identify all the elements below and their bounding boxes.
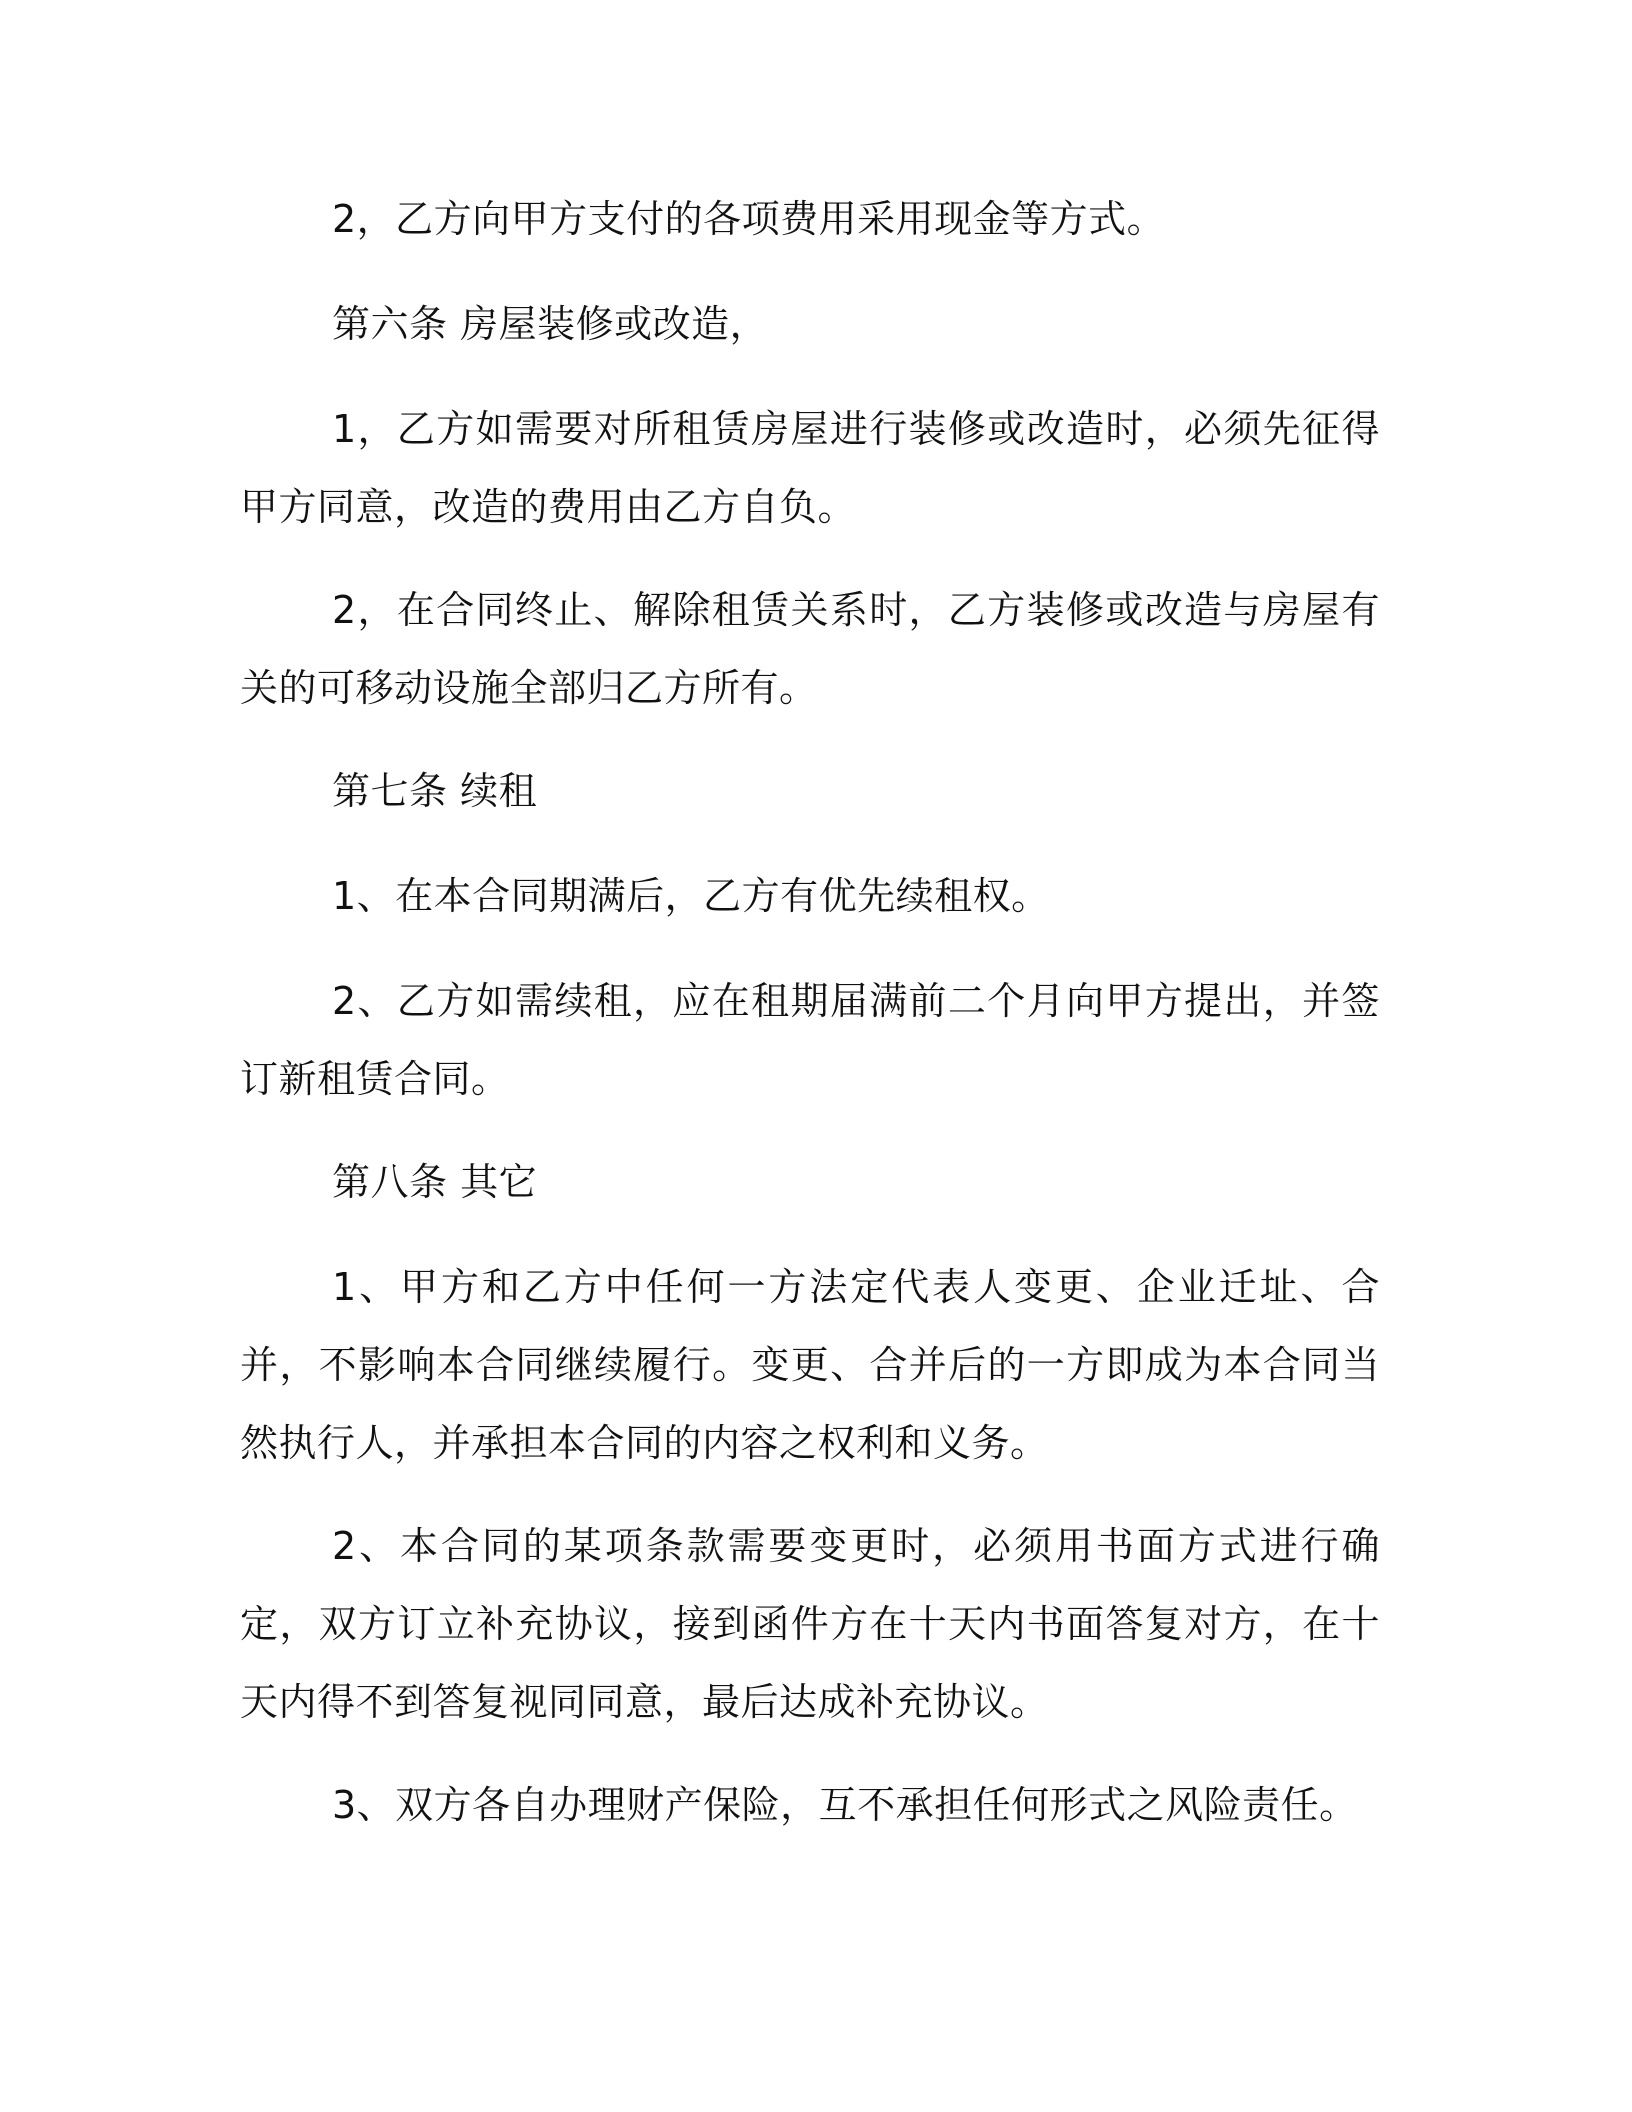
paragraph-renovation-consent: 1，乙方如需要对所租赁房屋进行装修或改造时，必须先征得甲方同意，改造的费用由乙方自负。 xyxy=(240,407,1380,529)
heading-article-8: 第八条 其它 xyxy=(332,1160,538,1204)
paragraph-renewal-priority: 1、在本合同期满后，乙方有优先续租权。 xyxy=(332,874,1050,918)
paragraph-payment-method: 2，乙方向甲方支付的各项费用采用现金等方式。 xyxy=(332,197,1166,241)
paragraph-renewal-notice: 2、乙方如需续租，应在租期届满前二个月向甲方提出，并签订新租赁合同。 xyxy=(240,979,1380,1101)
paragraph-renovation-ownership: 2，在合同终止、解除租赁关系时，乙方装修或改造与房屋有关的可移动设施全部归乙方所有。 xyxy=(240,588,1380,710)
paragraph-representative-change: 1、甲方和乙方中任何一方法定代表人变更、企业迁址、合并，不影响本合同继续履行。变更、合并后的一方即成为本合同当然执行人，并承担本合同的内容之权利和义务。 xyxy=(240,1265,1380,1465)
paragraph-insurance: 3、双方各自办理财产保险，互不承担任何形式之风险责任。 xyxy=(332,1783,1358,1827)
paragraph-clause-amendment: 2、本合同的某项条款需要变更时，必须用书面方式进行确定，双方订立补充协议，接到函件方在十天内书面答复对方，在十天内得不到答复视同同意，最后达成补充协议。 xyxy=(240,1524,1380,1724)
heading-article-7: 第七条 续租 xyxy=(332,769,538,813)
heading-article-6: 第六条 房屋装修或改造， xyxy=(332,302,769,346)
